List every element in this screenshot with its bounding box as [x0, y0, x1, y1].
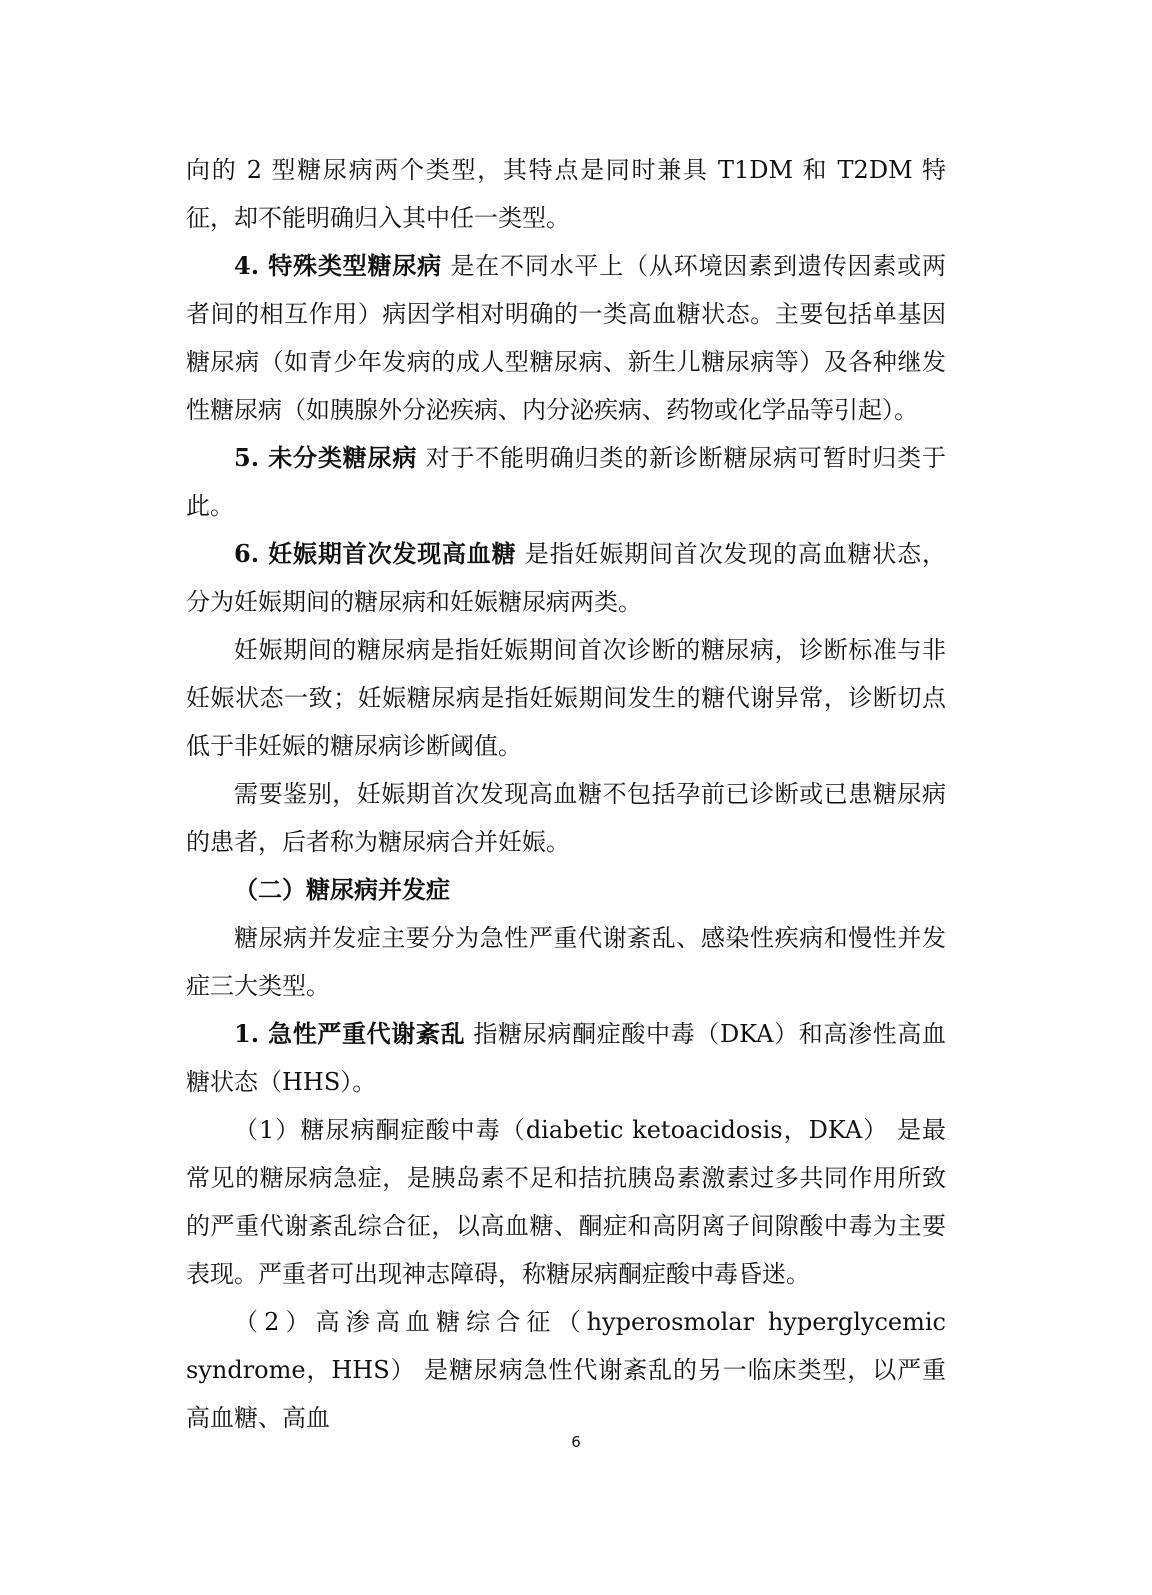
paragraph-continuation [186, 146, 946, 242]
document-body [186, 146, 946, 1442]
section-heading-complications [186, 866, 946, 914]
paragraph-text: 向的 2 型糖尿病两个类型，其特点是同时兼具 T1DM 和 T2DM 特征，却不能明确归入其中任一类型。 [186, 156, 946, 232]
paragraph-pregnancy-hyperglycemia [186, 530, 946, 626]
page-number: 6 [571, 1433, 581, 1451]
paragraph-text: 是在不同水平上（从环境因素到遗传因素或两者间的相互作用）病因学相对明确的一类高血糖状态。主要包括单基因糖尿病（如青少年发病的成人型糖尿病、新生儿糖尿病等）及各种继发性糖尿病（如胰腺外分泌疾病、内分泌疾病、药物或化学品等引起）。 [186, 252, 946, 424]
paragraph-unclassified-diabetes [186, 434, 946, 530]
section-heading-text: （二）糖尿病并发症 [234, 875, 450, 904]
paragraph-text: 需要鉴别，妊娠期首次发现高血糖不包括孕前已诊断或已患糖尿病的患者，后者称为糖尿病合并妊娠。 [186, 780, 946, 856]
paragraph-complications-overview [186, 914, 946, 1010]
paragraph-text: 是指妊娠期间首次发现的高血糖状态，分为妊娠期间的糖尿病和妊娠糖尿病两类。 [186, 540, 946, 616]
paragraph-text: （2）高渗高血糖综合征（hyperosmolar hyperglycemic syndrome，HHS） 是糖尿病急性代谢紊乱的另一临床类型，以严重高血糖、高血 [186, 1308, 946, 1432]
paragraph-text: 糖尿病并发症主要分为急性严重代谢紊乱、感染性疾病和慢性并发症三大类型。 [186, 924, 946, 1000]
paragraph-heading: 5. 未分类糖尿病 [234, 443, 418, 472]
paragraph-acute-metabolic-disorder [186, 1010, 946, 1106]
paragraph-special-type-diabetes [186, 242, 946, 434]
paragraph-differentiation [186, 770, 946, 866]
paragraph-text: 指糖尿病酮症酸中毒（DKA）和高渗性高血糖状态（HHS）。 [186, 1020, 946, 1096]
paragraph-heading: 1. 急性严重代谢紊乱 [234, 1019, 466, 1048]
paragraph-text: （1）糖尿病酮症酸中毒（diabetic ketoacidosis，DKA） 是最常见的糖尿病急症，是胰岛素不足和拮抗胰岛素激素过多共同作用所致的严重代谢紊乱综合征，以高血糖、酮症和高阴离子间隙酸中毒为主要表现。严重者可出现神志障碍，称糖尿病酮症酸中毒昏迷。 [186, 1116, 946, 1288]
paragraph-dka [186, 1106, 946, 1298]
paragraph-text: 对于不能明确归类的新诊断糖尿病可暂时归类于此。 [186, 444, 946, 520]
paragraph-text: 妊娠期间的糖尿病是指妊娠期间首次诊断的糖尿病，诊断标准与非妊娠状态一致；妊娠糖尿病是指妊娠期间发生的糖代谢异常，诊断切点低于非妊娠的糖尿病诊断阈值。 [186, 636, 946, 760]
paragraph-pregnancy-definitions [186, 626, 946, 770]
paragraph-heading: 4. 特殊类型糖尿病 [234, 251, 442, 280]
paragraph-hhs [186, 1298, 946, 1442]
paragraph-heading: 6. 妊娠期首次发现高血糖 [234, 539, 517, 568]
